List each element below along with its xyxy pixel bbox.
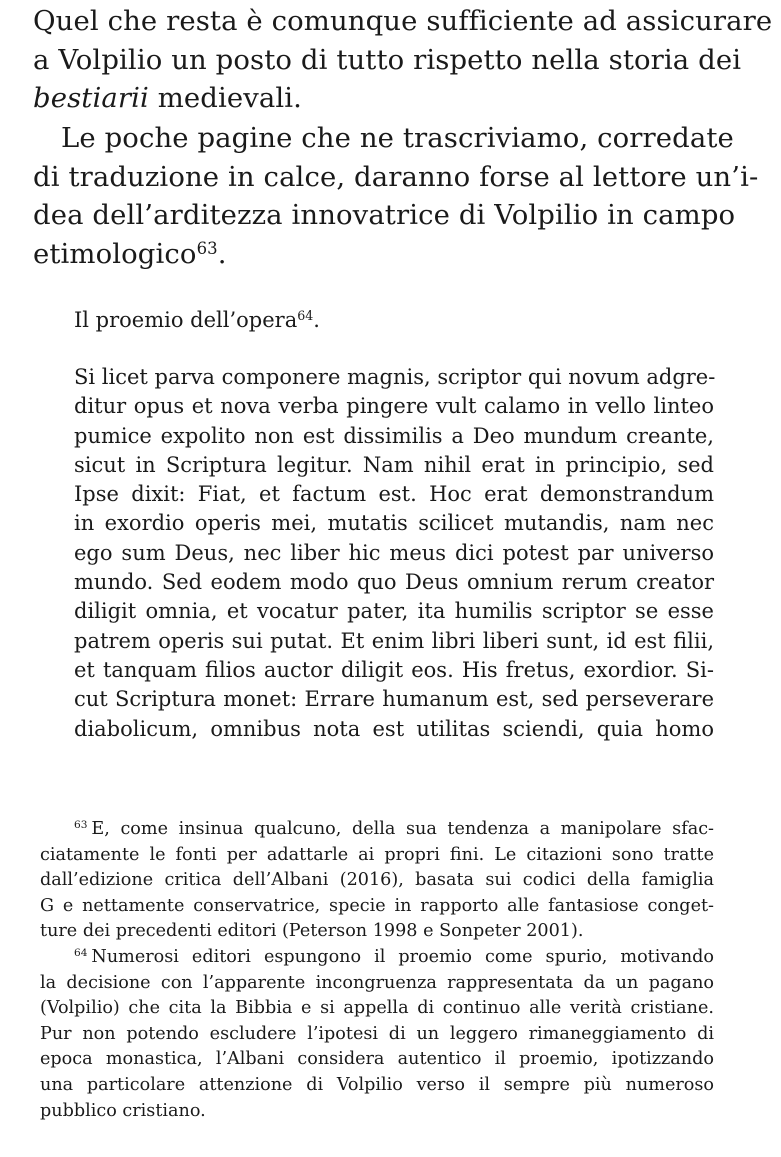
latin-line-10: patrem operis sui putat. Et enim libri liberi sunt, id est filii, [74, 628, 714, 653]
footnote-64-line-6: una particolare attenzione di Volpilio verso il sempre più numeroso [40, 1074, 714, 1095]
footnote-64-line-1 [40, 945, 714, 971]
intro-p1-line-3-rest: medievali. [148, 82, 303, 114]
intro-p2-line-3: dea dell’arditezza innovatrice di Volpilio in campo [33, 199, 736, 231]
footnote-63 [40, 817, 714, 945]
footnote-64-line-7: pubblico cristiano. [40, 1100, 206, 1121]
latin-line-6: in exordio operis mei, mutatis scilicet mutandis, nam nec [74, 511, 714, 536]
latin-line-13: diabolicum, omnibus nota est utilitas sciendi, quia homo [74, 716, 714, 741]
footnote-63-line-1 [40, 817, 714, 843]
footnote-64-line-1-text: Numerosi editori espungono il proemio come spurio, motivando [91, 947, 714, 967]
footnote-63-mark: 63 [74, 819, 88, 832]
intro-p2-line-4-text: etimologico [33, 237, 197, 270]
intro-p2-line-4 [33, 235, 713, 274]
intro-paragraph-2 [33, 119, 759, 273]
footnote-64-line-3: (Volpilio) che cita la Bibbia e si appella di continuo alle verità cristiane. [40, 998, 714, 1019]
latin-line-1: Si licet parva componere magnis, scriptor qui novum adgre- [74, 365, 716, 389]
footnote-63-line-3: dall’edizione critica dell’Albani (2016), basata sui codici della famiglia [40, 870, 714, 891]
intro-p2-line-1: Le poche pagine che ne trascriviamo, corredate [61, 122, 734, 154]
intro-p2-line-2: di traduzione in calce, daranno forse al lettore un’i- [33, 160, 759, 193]
latin-line-3: pumice expolito non est dissimilis a Deo mundum creante, [74, 423, 714, 448]
footnote-63-line-4: G e nettamente conservatrice, specie in rapporto alle fantasiose conget- [40, 895, 714, 916]
latin-line-8: mundo. Sed eodem modo quo Deus omnium rerum creator [74, 570, 714, 595]
footnote-ref-63[interactable]: 63 [196, 238, 218, 258]
footnote-64-mark: 64 [74, 947, 88, 960]
footnote-63-line-2: ciatamente le fonti per adattarle ai propri fini. Le citazioni sono tratte [40, 844, 714, 865]
bestiarii-italic-word: bestiarii [33, 82, 149, 114]
footnote-64 [40, 945, 714, 1124]
section-heading [74, 305, 320, 335]
footnote-64-line-2: la decisione con l’apparente incongruenza rappresentata da un pagano [40, 972, 714, 993]
section-heading-end: . [313, 308, 320, 332]
latin-line-11: et tanquam filios auctor diligit eos. His fretus, exordior. Si- [74, 657, 714, 682]
footnote-63-line-5: ture dei precedenti editori (Peterson 1998 e Sonpeter 2001). [40, 921, 584, 942]
intro-p1-line-2: a Volpilio un posto di tutto rispetto nella storia dei [33, 43, 742, 76]
footnote-63-line-1-text: E, come insinua qualcuno, della sua tendenza a manipolare sfac- [91, 819, 714, 839]
intro-p1-line-3 [33, 79, 713, 118]
intro-p1-line-1: Quel che resta è comunque sufficiente ad assicurare [33, 5, 773, 37]
latin-text [74, 363, 714, 744]
intro-paragraph-1 [33, 2, 773, 118]
latin-line-4: sicut in Scriptura legitur. Nam nihil erat in principio, sed [74, 452, 714, 477]
intro-p2-line-4-end: . [217, 237, 227, 270]
section-heading-text: Il proemio dell’opera [74, 308, 298, 332]
footnote-ref-64[interactable]: 64 [297, 308, 314, 324]
latin-line-12: cut Scriptura monet: Errare humanum est, sed perseverare [74, 687, 714, 712]
footnote-64-line-4: Pur non potendo escludere l’ipotesi di un leggero rimaneggiamento di [40, 1023, 714, 1044]
latin-line-7: ego sum Deus, nec liber hic meus dici potest par universo [74, 540, 714, 565]
latin-line-5: Ipse dixit: Fiat, et factum est. Hoc erat demonstrandum [74, 482, 714, 507]
latin-line-2: ditur opus et nova verba pingere vult calamo in vello linteo [74, 394, 714, 419]
footnote-64-line-5: epoca monastica, l’Albani considera autentico il proemio, ipotizzando [40, 1049, 714, 1070]
latin-line-9: diligit omnia, et vocatur pater, ita humilis scriptor se esse [74, 599, 714, 624]
